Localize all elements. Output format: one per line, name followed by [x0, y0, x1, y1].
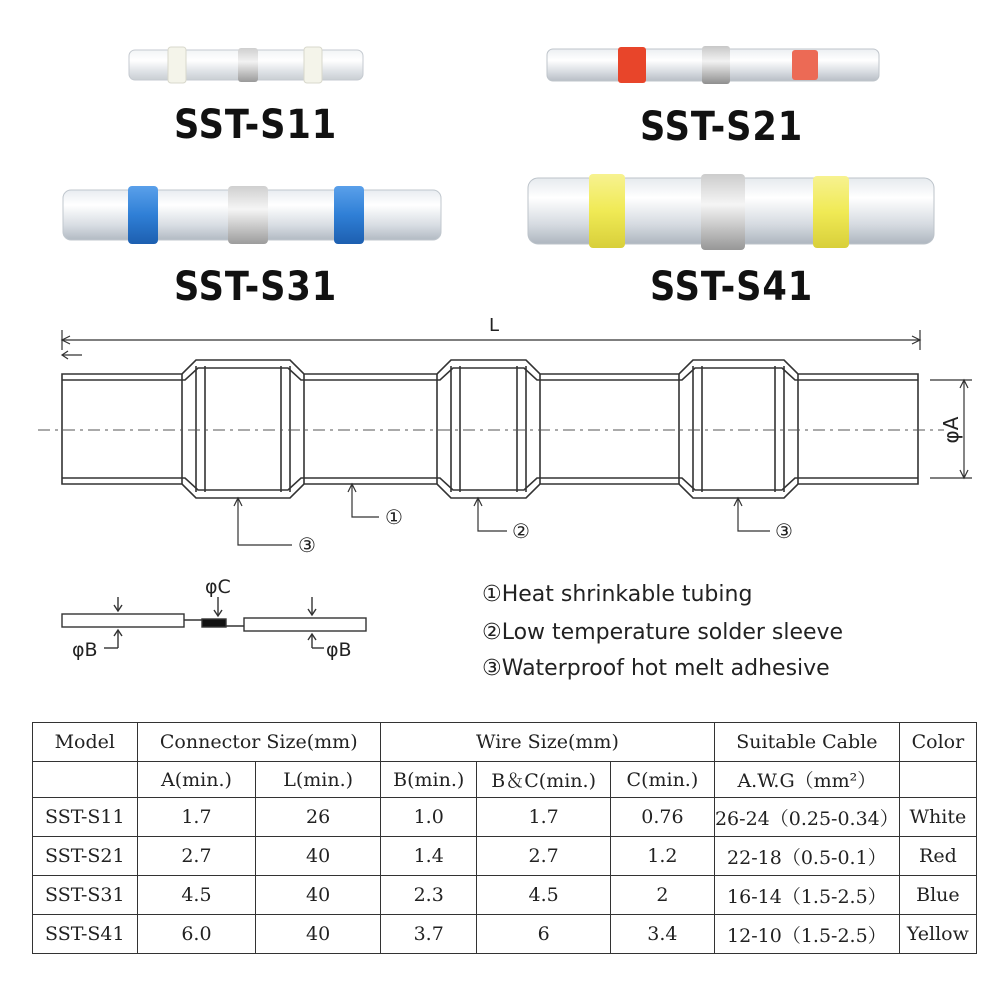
subheader-bc-min: B＆C(min.) — [477, 762, 610, 798]
table-subheader-row — [33, 762, 977, 798]
legend-item-solder-sleeve: ②Low temperature solder sleeve — [482, 620, 844, 645]
band-right — [304, 47, 322, 83]
cell-bc: 1.7 — [477, 798, 610, 837]
connector-outline — [62, 360, 918, 498]
cell-b: 1.4 — [380, 837, 477, 876]
diameter-b-label-left: φB — [72, 639, 98, 661]
diameter-c-label: φC — [205, 576, 231, 598]
connector-image-sst-s31 — [62, 184, 442, 246]
cell-bc: 2.7 — [477, 837, 610, 876]
connector-image-sst-s21 — [546, 44, 880, 86]
cell-a: 2.7 — [137, 837, 256, 876]
cell-c: 2 — [610, 876, 714, 915]
cell-b: 1.0 — [380, 798, 477, 837]
table-row — [33, 837, 977, 876]
cell-model: SST-S11 — [33, 798, 138, 837]
cell-awg: 16-14（1.5-2.5） — [714, 876, 899, 915]
table-row — [33, 876, 977, 915]
callout-2: ② — [512, 519, 530, 543]
cell-b: 3.7 — [380, 915, 477, 954]
legend-item-tubing: ①Heat shrinkable tubing — [482, 582, 753, 607]
model-label-sst-s21: SST-S21 — [640, 104, 804, 150]
connector-image-sst-s11 — [128, 46, 364, 84]
model-label-sst-s41: SST-S41 — [650, 264, 814, 310]
callout-leader-middle — [478, 498, 507, 531]
cell-l: 26 — [256, 798, 381, 837]
subheader-l-min: L(min.) — [256, 762, 381, 798]
cell-a: 6.0 — [137, 915, 256, 954]
subheader-a-min: A(min.) — [137, 762, 256, 798]
cell-model: SST-S21 — [33, 837, 138, 876]
header-connector-size: Connector Size(mm) — [137, 723, 380, 762]
cell-model: SST-S41 — [33, 915, 138, 954]
header-color: Color — [899, 723, 976, 762]
model-label-sst-s31: SST-S31 — [174, 264, 338, 310]
cell-bc: 4.5 — [477, 876, 610, 915]
cell-awg: 22-18（0.5-0.1） — [714, 837, 899, 876]
callout-3-left: ③ — [298, 533, 316, 557]
subheader-awg: A.W.G（mm²） — [714, 762, 899, 798]
cell-color: Yellow — [899, 915, 976, 954]
band-left — [168, 47, 186, 83]
diameter-b-label-right: φB — [326, 639, 352, 661]
cell-c: 0.76 — [610, 798, 714, 837]
cell-l: 40 — [256, 837, 381, 876]
callout-3-right: ③ — [775, 519, 793, 543]
header-wire-size: Wire Size(mm) — [380, 723, 714, 762]
cell-awg: 26-24（0.25-0.34） — [714, 798, 899, 837]
spec-table — [32, 722, 977, 954]
cell-c: 1.2 — [610, 837, 714, 876]
subheader-b-min: B(min.) — [380, 762, 477, 798]
cell-l: 40 — [256, 915, 381, 954]
cell-color: Blue — [899, 876, 976, 915]
connector-image-sst-s41 — [527, 172, 935, 252]
cell-model: SST-S31 — [33, 876, 138, 915]
diameter-a-label: φA — [939, 416, 963, 444]
cell-a: 4.5 — [137, 876, 256, 915]
cell-color: Red — [899, 837, 976, 876]
cell-l: 40 — [256, 876, 381, 915]
callout-1: ① — [385, 505, 403, 529]
cell-a: 1.7 — [137, 798, 256, 837]
model-label-sst-s11: SST-S11 — [174, 102, 338, 148]
cell-c: 3.4 — [610, 915, 714, 954]
header-suitable-cable: Suitable Cable — [714, 723, 899, 762]
cell-bc: 6 — [477, 915, 610, 954]
table-row — [33, 798, 977, 837]
table-header-row — [33, 723, 977, 762]
callout-leader-left — [238, 498, 292, 545]
subheader-c-min: C(min.) — [610, 762, 714, 798]
wire-detail — [62, 597, 366, 648]
length-label: L — [488, 315, 500, 336]
callout-leader-center — [352, 484, 379, 517]
table-row — [33, 915, 977, 954]
cell-color: White — [899, 798, 976, 837]
legend-item-adhesive: ③Waterproof hot melt adhesive — [482, 656, 830, 681]
callout-leader-right — [738, 498, 770, 531]
cell-awg: 12-10（1.5-2.5） — [714, 915, 899, 954]
header-model: Model — [33, 723, 138, 762]
cell-b: 2.3 — [380, 876, 477, 915]
